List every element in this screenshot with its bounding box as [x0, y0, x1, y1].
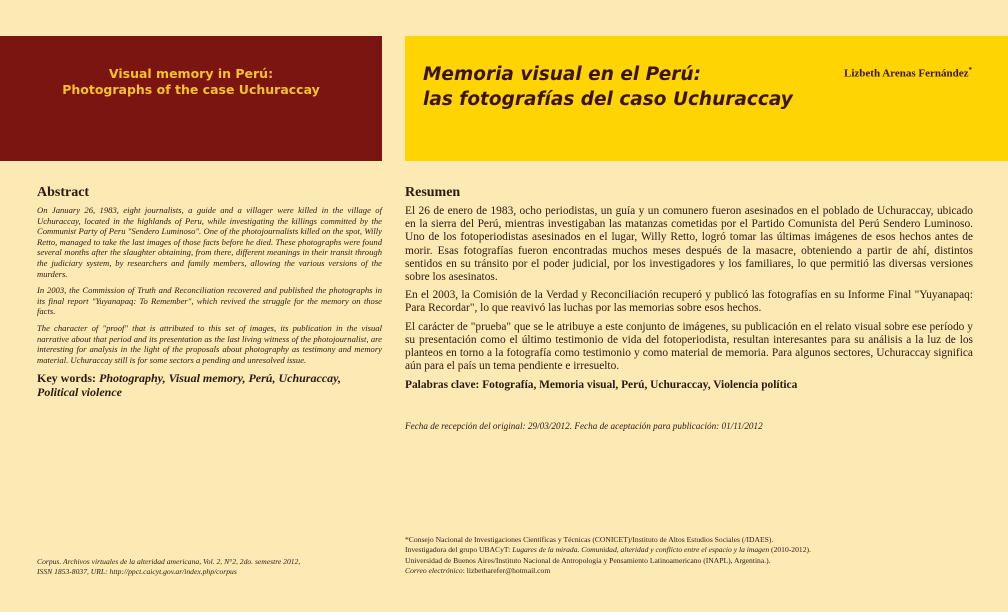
spanish-title: [423, 62, 793, 112]
journal-citation-line2: ISSN 1853-8037, URL: http://ppct.caicyt.gov.ar/index.php/corpus: [37, 567, 237, 576]
author-name: Lizbeth Arenas Fernández: [844, 67, 969, 80]
english-title-line1: Visual memory in Perú:: [108, 66, 274, 81]
resumen-paragraph-3: El carácter de "prueba" que se le atribuye a este conjunto de imágenes, su publicación en el relato visual sobre ese período y su presentación como el último testimonio de vida del fotoperiodista, resultan interesantes para su análisis a la luz de los planteos en torno a la fotografía como testimonio y como material de memoria. Para algunos sectores, Uchuraccay significa aún para el país un tema pendiente e irresuelto.: [405, 320, 973, 373]
affiliation-line3: Universidad de Buenos Aires/Instituto Nacional de Antropología y Pensamiento Latinoamericano (INAPL), Argentina.).: [405, 555, 771, 565]
affiliation-line2-suffix: (2010-2012).: [769, 545, 811, 555]
journal-citation-line1: Corpus. Archivos virtuales de la alteridad americana, Vol. 2, N°2, 2do. semestre 2012,: [37, 557, 301, 566]
author-affiliation: [405, 535, 995, 576]
resumen-paragraph-2: En el 2003, la Comisión de la Verdad y Reconciliación recuperó y publicó las fotografías en su Informe Final "Yuyanapaq: Para Recordar", lo que reavivó las luchas por las memorias sobre esos hechos.: [405, 289, 973, 315]
resumen-heading: Resumen: [405, 185, 461, 200]
affiliation-project-title: Lugares de la mirada. Comunidad, alteridad y conflicto entre el espacio y la imagen: [512, 545, 770, 555]
email-value: : lizbetharefer@hotmail.com: [462, 565, 551, 575]
abstract-section: [37, 185, 382, 399]
palabras-clave-label: Palabras clave:: [405, 379, 480, 392]
abstract-keywords: [37, 371, 382, 399]
english-title-band: [0, 36, 382, 161]
spanish-title-band: [405, 36, 1008, 161]
resumen-paragraph-1: El 26 de enero de 1983, ocho periodistas, un guía y un comunero fueron asesinados en el poblado de Uchuraccay, ubicado en la sierra del Perú, mientras investigaban las matanzas cometidas por el Partido Comunista del Perú Sendero Luminoso. Uno de los fotoperiodistas asesinados en el lugar, Willy Retto, logró tomar las últimas imágenes de esos hechos antes de morir. Esas fotografías fueron encontradas muchos meses después de la masacre, obteniendo a partir de ahí, distintos sentidos en su tránsito por el poder judicial, por los investigadores y los familiares, lo que permitió las diversas versiones sobre los asesinatos.: [405, 205, 973, 284]
abstract-paragraph-1: On January 26, 1983, eight journalists, a guide and a villager were killed in the village of Uchuraccay, located in the highlands of Peru, while investigating the killings committed by the Communist Party of Peru "Sendero Luminoso". One of the photojournalists killed on the spot, Willy Retto, managed to take the last images of those facts before he died. These photographs were found several months after the slaughter obtaining, from there, different meanings in their transit through the judiciary system, by researchers and family members, allowing the various versions of the murders.: [37, 205, 382, 279]
affiliation-line2: [405, 545, 995, 555]
author: [844, 66, 972, 80]
palabras-clave: [405, 379, 973, 391]
keywords-value: Photography, Visual memory, Perú, Uchuraccay, Political violence: [37, 371, 342, 400]
resumen-section: [405, 185, 973, 431]
spanish-title-line1: Memoria visual en el Perú:: [423, 64, 701, 85]
email-label: Correo electrónico: [405, 565, 463, 575]
journal-citation: [37, 557, 382, 577]
abstract-paragraph-2: In 2003, the Commission of Truth and Reconciliation recovered and published the photographs in its final report "Yuyanapaq: To Remember", which revived the struggle for the memory on those facts.: [37, 285, 382, 317]
reception-dates: Fecha de recepción del original: 29/03/2012. Fecha de aceptación para publicación: 01/11/2012: [405, 421, 763, 432]
spanish-title-line2: las fotografías del caso Uchuraccay: [423, 89, 793, 110]
abstract-paragraph-3: The character of "proof" that is attributed to this set of images, its publication in the visual narrative about that period and its presentation as the last living witness of the photojournalist, are interesting for analysis in the light of the proposals about photography as testimony and memory material. Uchuraccay still is for some sectors a pending and unresolved issue.: [37, 322, 382, 365]
affiliation-line2-prefix: Investigadora del grupo UBACyT:: [405, 545, 513, 555]
author-footnote-mark: *: [968, 66, 972, 74]
abstract-heading: Abstract: [37, 185, 90, 200]
english-title: [0, 66, 382, 98]
affiliation-line4: [405, 566, 995, 576]
english-title-line2: Photographs of the case Uchuraccay: [62, 82, 320, 97]
palabras-clave-value: Fotografía, Memoria visual, Perú, Uchuraccay, Violencia política: [482, 379, 798, 392]
keywords-label: Key words:: [37, 371, 96, 386]
affiliation-line1: *Consejo Nacional de Investigaciones Científicas y Técnicas (CONICET)/Instituto de Altos Estudios Sociales (/IDAES).: [405, 535, 774, 544]
